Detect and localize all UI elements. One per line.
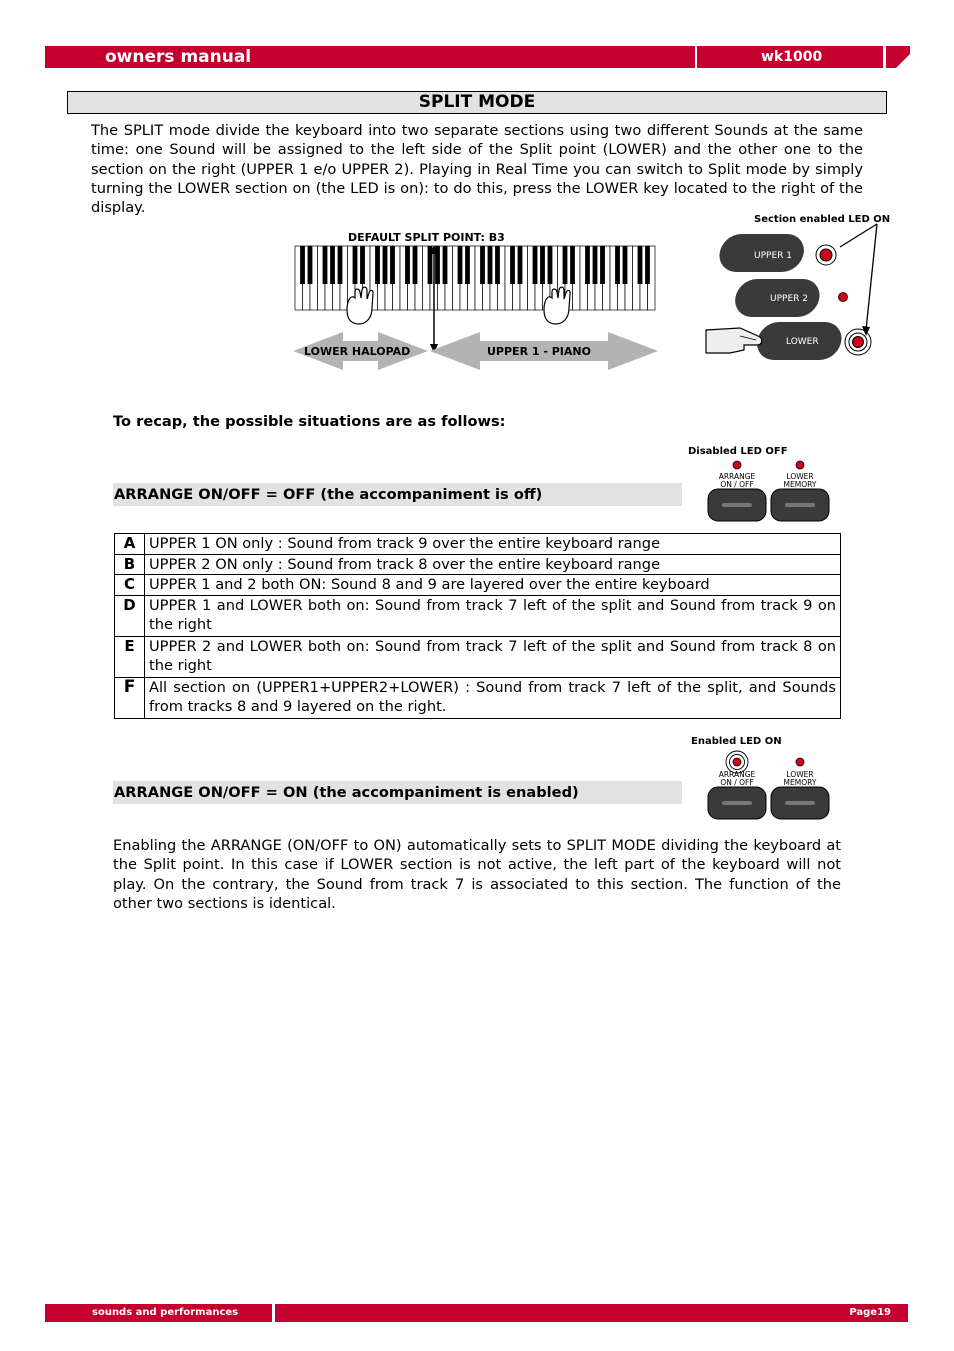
black-key bbox=[540, 246, 545, 284]
footer-section: sounds and performances bbox=[92, 1307, 239, 1318]
section-buttons-figure bbox=[700, 208, 890, 368]
svg-text:LOWER: LOWER bbox=[786, 770, 814, 779]
black-key bbox=[413, 246, 418, 284]
footer-bar-left bbox=[45, 1304, 272, 1322]
black-key bbox=[480, 246, 485, 284]
black-key bbox=[353, 246, 358, 284]
table-row: E UPPER 2 and LOWER both on: Sound from track 7 left of the split and Sound from track 8 on the right bbox=[115, 636, 841, 677]
led-pointer-line bbox=[866, 224, 877, 330]
lower-memory-led-icon bbox=[796, 758, 804, 766]
black-key bbox=[585, 246, 590, 284]
arrange-on-off-button[interactable] bbox=[708, 787, 766, 819]
black-key bbox=[465, 246, 470, 284]
black-key bbox=[518, 246, 523, 284]
black-key bbox=[443, 246, 448, 284]
header-bar-left bbox=[45, 46, 695, 68]
table-row: B UPPER 2 ON only : Sound from track 8 over the entire keyboard range bbox=[115, 554, 841, 575]
arrange-on-off-button[interactable] bbox=[708, 489, 766, 521]
intro-paragraph: The SPLIT mode divide the keyboard into two separate sections using two different Sounds at the same time: one Sound will be assigned to the left side of the Split point (LOWER) and the other one to the section on the right (UPPER 1 e/o UPPER 2). Playing in Real Time you can switch to Split mode by simply turning the LOWER section on (the LED is on): to do this, press the LOWER key located to the right of the display. bbox=[91, 122, 863, 217]
enabled-led-caption: Enabled LED ON bbox=[691, 736, 782, 747]
svg-text:MEMORY: MEMORY bbox=[783, 480, 817, 489]
svg-text:ON / OFF: ON / OFF bbox=[720, 480, 754, 489]
black-key bbox=[338, 246, 343, 284]
model-name: wk1000 bbox=[761, 49, 823, 65]
lower-label: LOWER bbox=[786, 337, 819, 347]
header-corner-icon bbox=[886, 46, 910, 68]
black-key bbox=[615, 246, 620, 284]
arrange-on-heading: ARRANGE ON/OFF = ON (the accompaniment is enabled) bbox=[113, 781, 682, 804]
upper2-button[interactable] bbox=[733, 279, 822, 317]
black-key bbox=[330, 246, 335, 284]
section-title: SPLIT MODE bbox=[67, 91, 887, 114]
black-key bbox=[360, 246, 365, 284]
page-number: Page19 bbox=[849, 1307, 891, 1318]
svg-text:ARRANGE: ARRANGE bbox=[718, 472, 756, 481]
upper-range-label: UPPER 1 - PIANO bbox=[487, 345, 591, 358]
keyboard-split-figure bbox=[290, 228, 665, 373]
black-key bbox=[638, 246, 643, 284]
lower-memory-led-icon bbox=[796, 461, 804, 469]
black-key bbox=[458, 246, 463, 284]
black-key bbox=[375, 246, 380, 284]
table-row: C UPPER 1 and 2 both ON: Sound 8 and 9 are layered over the entire keyboard bbox=[115, 575, 841, 596]
disabled-led-caption: Disabled LED OFF bbox=[688, 446, 788, 457]
situations-table bbox=[114, 533, 841, 719]
black-key bbox=[488, 246, 493, 284]
black-key bbox=[405, 246, 410, 284]
pressing-hand-icon bbox=[706, 328, 762, 353]
black-key bbox=[593, 246, 598, 284]
svg-text:ARRANGE: ARRANGE bbox=[718, 770, 756, 779]
footer-bar-right bbox=[275, 1304, 908, 1322]
lower-range-label: LOWER HALOPAD bbox=[304, 345, 411, 358]
black-key bbox=[645, 246, 650, 284]
upper2-label: UPPER 2 bbox=[770, 294, 808, 304]
black-key bbox=[390, 246, 395, 284]
svg-text:MEMORY: MEMORY bbox=[783, 778, 817, 787]
recap-heading: To recap, the possible situations are as follows: bbox=[113, 413, 506, 430]
svg-text:LOWER: LOWER bbox=[786, 472, 814, 481]
arrange-led-icon bbox=[733, 461, 741, 469]
black-key bbox=[300, 246, 305, 284]
header-bar-right bbox=[697, 46, 883, 68]
table-row: D UPPER 1 and LOWER both on: Sound from track 7 left of the split and Sound from track 9 on the right bbox=[115, 595, 841, 636]
svg-text:ON / OFF: ON / OFF bbox=[720, 778, 754, 787]
header-title: owners manual bbox=[105, 47, 252, 67]
lower-memory-button[interactable] bbox=[771, 787, 829, 819]
section-led-caption: Section enabled LED ON bbox=[754, 214, 890, 225]
lower-memory-button[interactable] bbox=[771, 489, 829, 521]
lower-led-icon bbox=[853, 337, 864, 348]
black-key bbox=[623, 246, 628, 284]
black-key bbox=[510, 246, 515, 284]
black-key bbox=[383, 246, 388, 284]
arrange-off-buttons bbox=[700, 459, 835, 525]
black-key bbox=[570, 246, 575, 284]
upper2-led-icon bbox=[839, 293, 848, 302]
arrange-off-heading: ARRANGE ON/OFF = OFF (the accompaniment is off) bbox=[113, 483, 682, 506]
upper1-led-icon bbox=[820, 249, 832, 261]
black-key bbox=[548, 246, 553, 284]
table-row: F All section on (UPPER1+UPPER2+LOWER) : Sound from track 7 left of the split, and Sounds from tracks 8 and 9 layered on the right. bbox=[115, 677, 841, 718]
arrange-led-on-icon bbox=[733, 758, 741, 766]
table-row: A UPPER 1 ON only : Sound from track 9 over the entire keyboard range bbox=[115, 534, 841, 555]
black-key bbox=[563, 246, 568, 284]
black-key bbox=[495, 246, 500, 284]
arrange-on-buttons bbox=[700, 749, 835, 823]
upper1-label: UPPER 1 bbox=[754, 251, 792, 261]
black-key bbox=[308, 246, 313, 284]
upper1-button[interactable] bbox=[717, 234, 806, 272]
lower-button[interactable] bbox=[755, 322, 844, 360]
split-point-label: DEFAULT SPLIT POINT: B3 bbox=[348, 231, 505, 244]
black-key bbox=[323, 246, 328, 284]
black-key bbox=[533, 246, 538, 284]
black-key bbox=[600, 246, 605, 284]
enable-paragraph: Enabling the ARRANGE (ON/OFF to ON) automatically sets to SPLIT MODE dividing the keyboard at the Split point. In this case if LOWER section is not active, the left part of the keyboard will not play. On the contrary, the Sound from track 7 is associated to this section. The function of the other two sections is identical. bbox=[113, 837, 841, 912]
